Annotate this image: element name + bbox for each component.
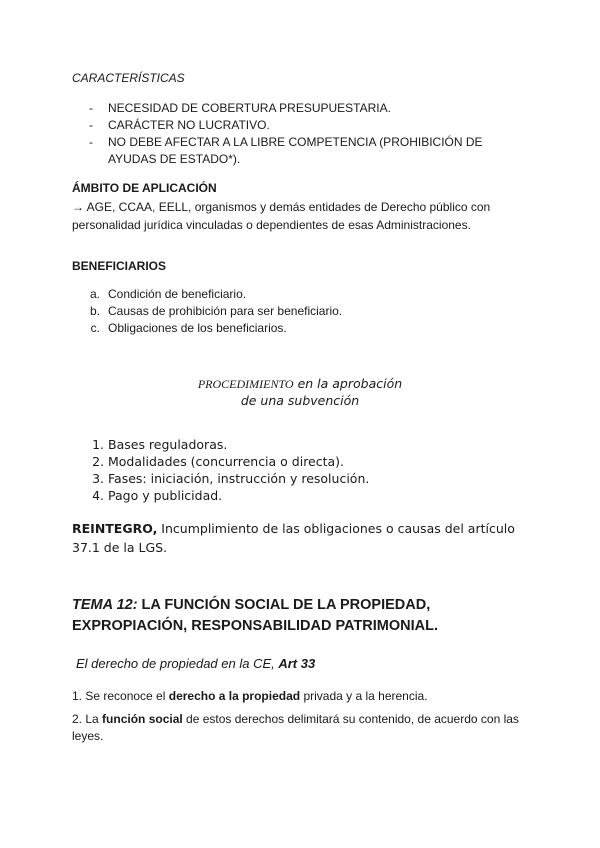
list-item: Condición de beneficiario. [108,287,247,301]
reintegro-paragraph [72,519,515,538]
p1-bold: derecho a la propiedad [168,689,301,703]
list-item: Bases reguladoras. [108,437,228,452]
list-item: Fases: iniciación, instrucción y resolución. [108,471,370,486]
procedimiento-subtitle: de una subvención [240,393,360,408]
list-item: Pago y publicidad. [108,488,223,503]
tema-heading [72,594,430,617]
list-marker: a. [89,287,100,301]
reintegro-label: REINTEGRO, [72,521,158,536]
ambito-line-2: personalidad jurídica vinculadas o dependientes de esas Administraciones. [72,218,471,232]
list-item: CARÁCTER NO LUCRATIVO. [108,118,270,132]
reintegro-text-line-2: 37.1 de la LGS. [72,540,168,555]
p2-bold: función social [102,712,183,726]
procedimiento-title [0,375,600,393]
reintegro-text: Incumplimiento de las obligaciones o causas del artículo [157,521,515,536]
p1-start: 1. Se reconoce el [72,689,169,703]
caracteristicas-list [0,100,600,170]
tema-title: LA FUNCIÓN SOCIAL DE LA PROPIEDAD, [137,597,431,613]
list-bullet: - [89,135,93,149]
derecho-intro [76,655,315,672]
list-marker: 3. [92,471,104,486]
list-bullet: - [89,118,93,132]
beneficiarios-title: BENEFICIARIOS [72,259,167,273]
list-marker: 1. [92,437,104,452]
list-marker: c. [90,321,100,335]
list-item: Causas de prohibición para ser beneficiario. [108,304,343,318]
list-marker: b. [89,304,100,318]
list-item-continuation: AYUDAS DE ESTADO*). [108,152,241,166]
caracteristicas-title: CARACTERÍSTICAS [72,71,185,85]
derecho-intro-text: El derecho de propiedad en la CE, [76,656,279,671]
list-item: Modalidades (concurrencia o directa). [108,454,345,469]
derecho-paragraph-2-line-2: leyes. [72,729,104,743]
list-marker: 2. [92,454,104,469]
derecho-paragraph-1 [72,688,428,705]
p2-end: de estos derechos delimitará su contenido, de acuerdo con las [182,712,519,726]
ambito-line-1: → AGE, CCAA, EELL, organismos y demás entidades de Derecho público con [72,200,491,214]
derecho-paragraph-2 [72,711,519,728]
ambito-title: ÁMBITO DE APLICACIÓN [72,181,217,195]
procedimiento-list [0,436,600,506]
tema-number: TEMA 12: [72,597,138,613]
list-item: Obligaciones de los beneficiarios. [108,321,287,335]
p2-start: 2. La [72,712,103,726]
derecho-article: Art 33 [278,656,316,671]
procedimiento-title-rest: en la aprobación [293,376,403,391]
p1-end: privada y a la herencia. [300,689,428,703]
list-item: NECESIDAD DE COBERTURA PRESUPUESTARIA. [108,101,391,115]
list-bullet: - [89,101,93,115]
beneficiarios-list [0,286,600,338]
procedimiento-title-word: PROCEDIMIENTO [197,377,294,391]
tema-title-line-2: EXPROPIACIÓN, RESPONSABILIDAD PATRIMONIAL. [72,618,439,634]
list-item: NO DEBE AFECTAR A LA LIBRE COMPETENCIA (PROHIBICIÓN DE [108,135,483,149]
list-marker: 4. [92,488,104,503]
